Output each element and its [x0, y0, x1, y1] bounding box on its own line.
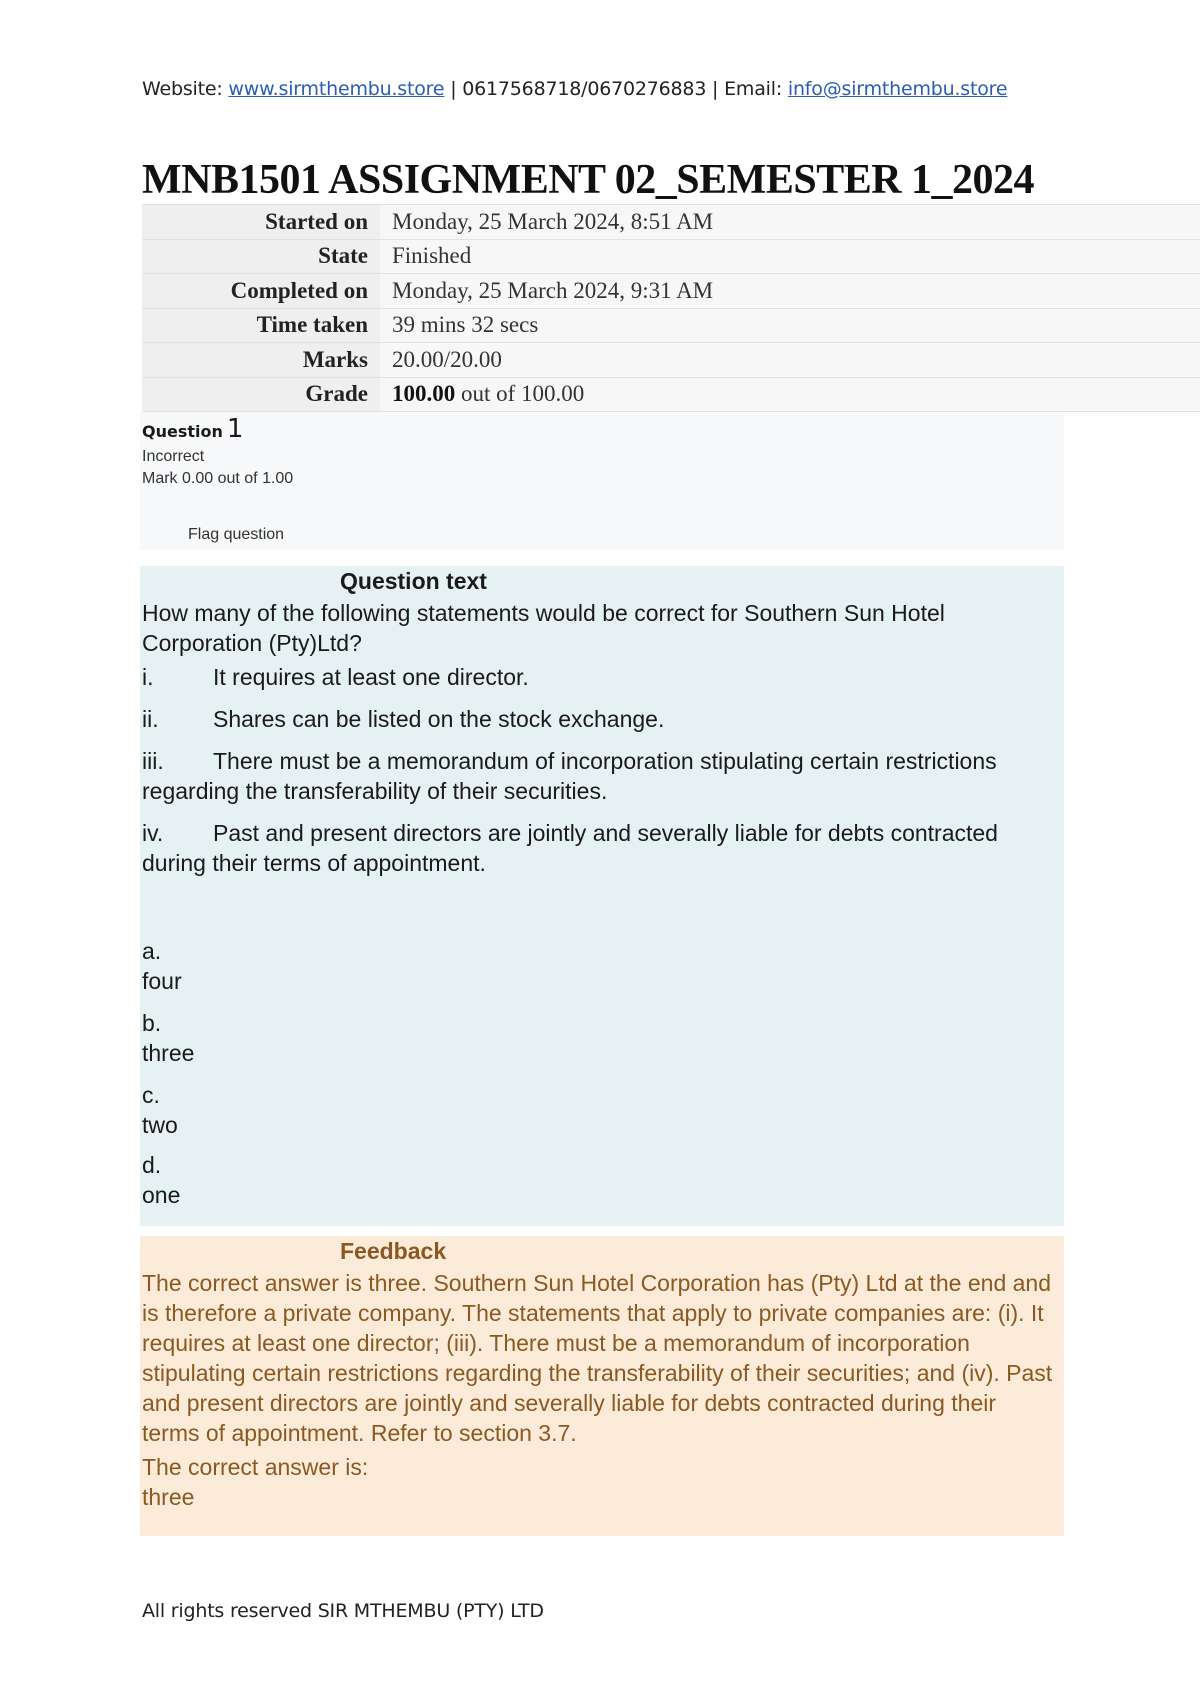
answer-option-b[interactable] [142, 1008, 194, 1068]
option-letter: d. [142, 1152, 162, 1178]
grade-suffix: out of 100.00 [461, 381, 585, 407]
option-text: four [142, 968, 182, 994]
feedback-box [140, 1236, 1064, 1536]
email-label: Email: [724, 78, 783, 100]
question-mark: Mark 0.00 out of 1.00 [142, 470, 294, 487]
started-label: Started on [142, 205, 380, 240]
state-label: State [142, 239, 380, 274]
time-label: Time taken [142, 308, 380, 343]
summary-row-marks [142, 343, 1200, 378]
summary-row-started [142, 205, 1200, 240]
statement-numeral: iii. [142, 748, 164, 774]
website-label: Website: [142, 78, 223, 100]
time-value: 39 mins 32 secs [380, 308, 1200, 343]
marks-label: Marks [142, 343, 380, 378]
question-number-value: 1 [226, 414, 244, 444]
statement-numeral: i. [142, 664, 154, 690]
question-prompt: How many of the following statements would be correct for Southern Sun Hotel Corporation (Pty)Ltd? [142, 600, 945, 656]
answer-option-a[interactable] [142, 936, 182, 996]
completed-value: Monday, 25 March 2024, 9:31 AM [380, 274, 1200, 309]
statement-item [142, 746, 1052, 806]
question-state: Incorrect [142, 448, 205, 465]
question-number [142, 414, 243, 444]
question-text-box [140, 566, 1064, 1226]
statement-numeral: iv. [142, 820, 164, 846]
option-text: one [142, 1182, 181, 1208]
statement-text: It requires at least one director. [213, 664, 529, 690]
email-link[interactable]: info@sirmthembu.store [787, 78, 1008, 100]
question-label: Question [142, 422, 223, 441]
grade-label: Grade [142, 377, 380, 412]
attempt-summary-table [142, 204, 1200, 412]
statement-text: There must be a memorandum of incorporation stipulating certain restrictions regarding the transferability of their securities. [142, 748, 997, 804]
statement-item [142, 704, 1052, 734]
summary-row-time [142, 308, 1200, 343]
website-link[interactable]: www.sirmthembu.store [228, 78, 445, 100]
summary-row-state [142, 239, 1200, 274]
phone-numbers: | 0617568718/0670276883 | [450, 78, 719, 100]
completed-label: Completed on [142, 274, 380, 309]
option-letter: a. [142, 938, 162, 964]
contact-header [142, 78, 1007, 100]
statement-numeral: ii. [142, 706, 159, 732]
option-text: two [142, 1112, 178, 1138]
state-value: Finished [380, 239, 1200, 274]
started-value: Monday, 25 March 2024, 8:51 AM [380, 205, 1200, 240]
statement-text: Past and present directors are jointly and severally liable for debts contracted during their terms of appointment. [142, 820, 998, 876]
option-letter: b. [142, 1010, 162, 1036]
correct-answer-label: The correct answer is: [142, 1454, 369, 1480]
statement-text: Shares can be listed on the stock exchange. [213, 706, 665, 732]
grade-score: 100.00 [392, 381, 456, 407]
marks-value: 20.00/20.00 [380, 343, 1200, 378]
answer-option-d[interactable] [142, 1150, 180, 1210]
question-text-heading: Question text [340, 568, 487, 594]
statement-item [142, 662, 1052, 692]
grade-value [380, 377, 1200, 412]
feedback-text: The correct answer is three. Southern Sun Hotel Corporation has (Pty) Ltd at the end and is therefore a private company. The statements that apply to private companies are: (i). It requires at least one director; (iii). There must be a memorandum of incorporation stipulating certain restrictions regarding the transferability of their securities; and (iv). Past and present directors are jointly and severally liable for debts contracted during their terms of appointment. Refer to section 3.7. [142, 1270, 1053, 1446]
footer-copyright: All rights reserved SIR MTHEMBU (PTY) LTD [142, 1600, 544, 1622]
summary-row-completed [142, 274, 1200, 309]
summary-row-grade [142, 377, 1200, 412]
statement-item [142, 818, 1052, 878]
option-text: three [142, 1040, 195, 1066]
flag-question-link[interactable]: Flag question [188, 526, 285, 543]
correct-answer-value: three [142, 1484, 195, 1510]
question-info [140, 412, 1064, 550]
answer-option-c[interactable] [142, 1080, 178, 1140]
option-letter: c. [142, 1082, 160, 1108]
feedback-heading: Feedback [340, 1238, 447, 1264]
page-title: MNB1501 ASSIGNMENT 02_SEMESTER 1_2024 [142, 157, 1035, 203]
